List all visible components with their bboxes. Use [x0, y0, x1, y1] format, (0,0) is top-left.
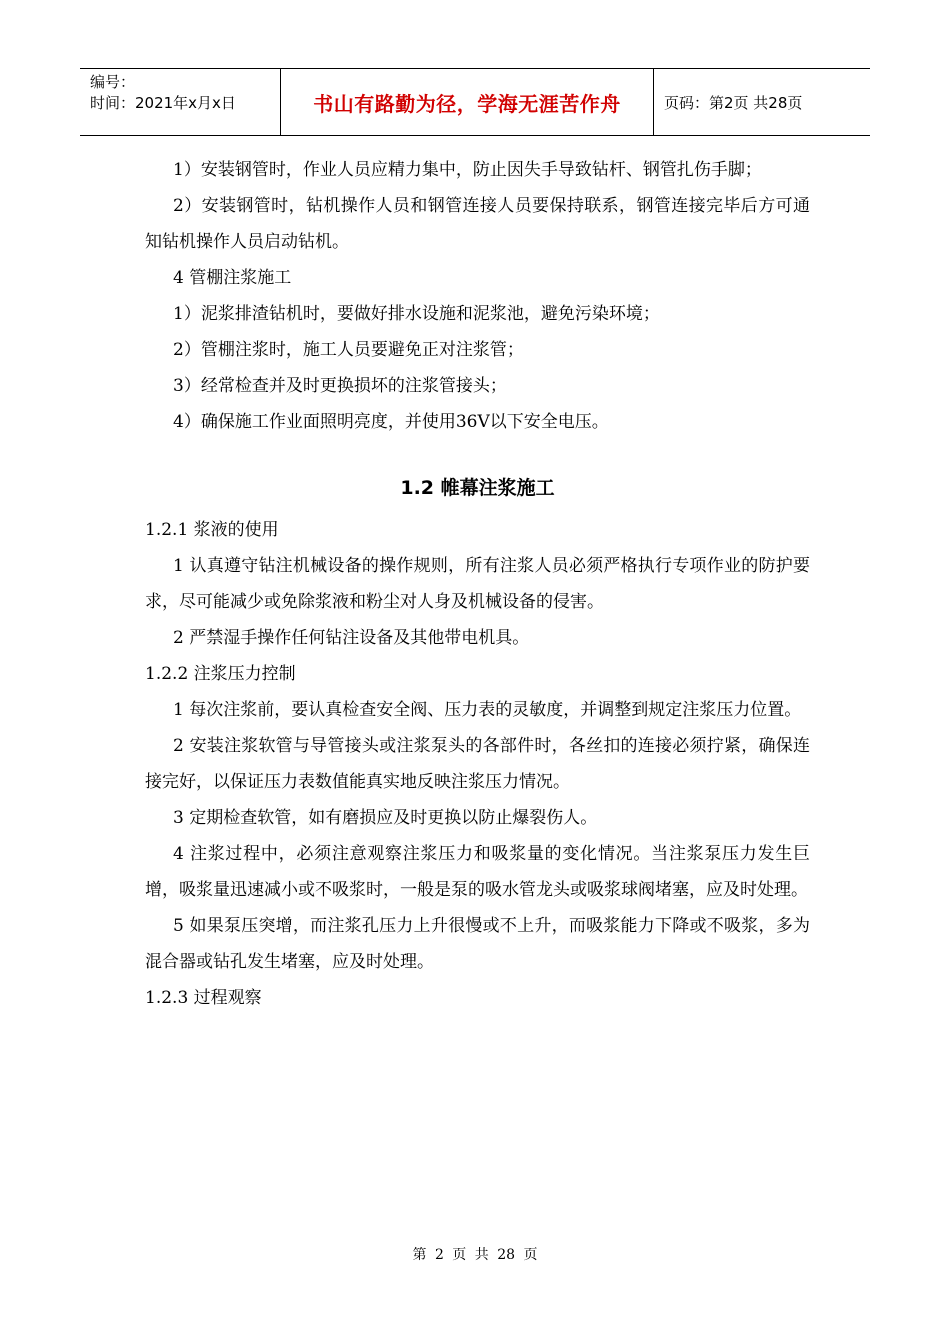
subsection-heading: 1.2.3 过程观察	[145, 988, 262, 1008]
document-body	[145, 152, 810, 1016]
paragraph: 1）泥浆排渣钻机时，要做好排水设施和泥浆池，避免污染环境；	[173, 304, 660, 324]
header-motto: 书山有路勤为径，学海无涯苦作舟	[281, 69, 654, 135]
header-left-cell	[80, 69, 281, 135]
paragraph: 4 注浆过程中，必须注意观察注浆压力和吸浆量的变化情况。当注浆泵压力发生巨增，吸浆量迅速减小或不吸浆时，一般是泵的吸水管龙头或吸浆球阀堵塞，应及时处理。	[145, 844, 810, 900]
paragraph: 1 认真遵守钻注机械设备的操作规则，所有注浆人员必须严格执行专项作业的防护要求，尽可能减少或免除浆液和粉尘对人身及机械设备的侵害。	[145, 556, 810, 612]
document-date: 时间：2021年x月x日	[90, 94, 236, 112]
paragraph: 4）确保施工作业面照明亮度，并使用36V以下安全电压。	[173, 412, 609, 432]
header-page-info: 页码：第2页 共28页	[664, 93, 803, 112]
paragraph: 5 如果泵压突增，而注浆孔压力上升很慢或不上升，而吸浆能力下降或不吸浆，多为混合器或钻孔发生堵塞，应及时处理。	[145, 916, 810, 972]
paragraph: 2）管棚注浆时，施工人员要避免正对注浆管；	[173, 340, 524, 360]
subsection-heading: 4 管棚注浆施工	[173, 268, 292, 288]
subsection-heading: 1.2.2 注浆压力控制	[145, 664, 296, 684]
paragraph: 2 严禁湿手操作任何钻注设备及其他带电机具。	[173, 628, 530, 648]
subsection-heading: 1.2.1 浆液的使用	[145, 520, 279, 540]
page-footer: 第 2 页 共 28 页	[412, 1247, 538, 1263]
paragraph: 1 每次注浆前，要认真检查安全阀、压力表的灵敏度，并调整到规定注浆压力位置。	[173, 700, 802, 720]
paragraph: 3）经常检查并及时更换损坏的注浆管接头；	[173, 376, 507, 396]
page-header	[80, 68, 870, 136]
section-title: 1.2 帷幕注浆施工	[400, 477, 555, 499]
paragraph: 2）安装钢管时，钻机操作人员和钢管连接人员要保持联系，钢管连接完毕后方可通知钻机操作人员启动钻机。	[145, 196, 810, 252]
paragraph: 2 安装注浆软管与导管接头或注浆泵头的各部件时，各丝扣的连接必须拧紧，确保连接完好，以保证压力表数值能真实地反映注浆压力情况。	[145, 736, 810, 792]
paragraph: 1）安装钢管时，作业人员应精力集中，防止因失手导致钻杆、钢管扎伤手脚；	[173, 160, 762, 180]
paragraph: 3 定期检查软管，如有磨损应及时更换以防止爆裂伤人。	[173, 808, 598, 828]
document-number-label: 编号：	[90, 73, 136, 91]
